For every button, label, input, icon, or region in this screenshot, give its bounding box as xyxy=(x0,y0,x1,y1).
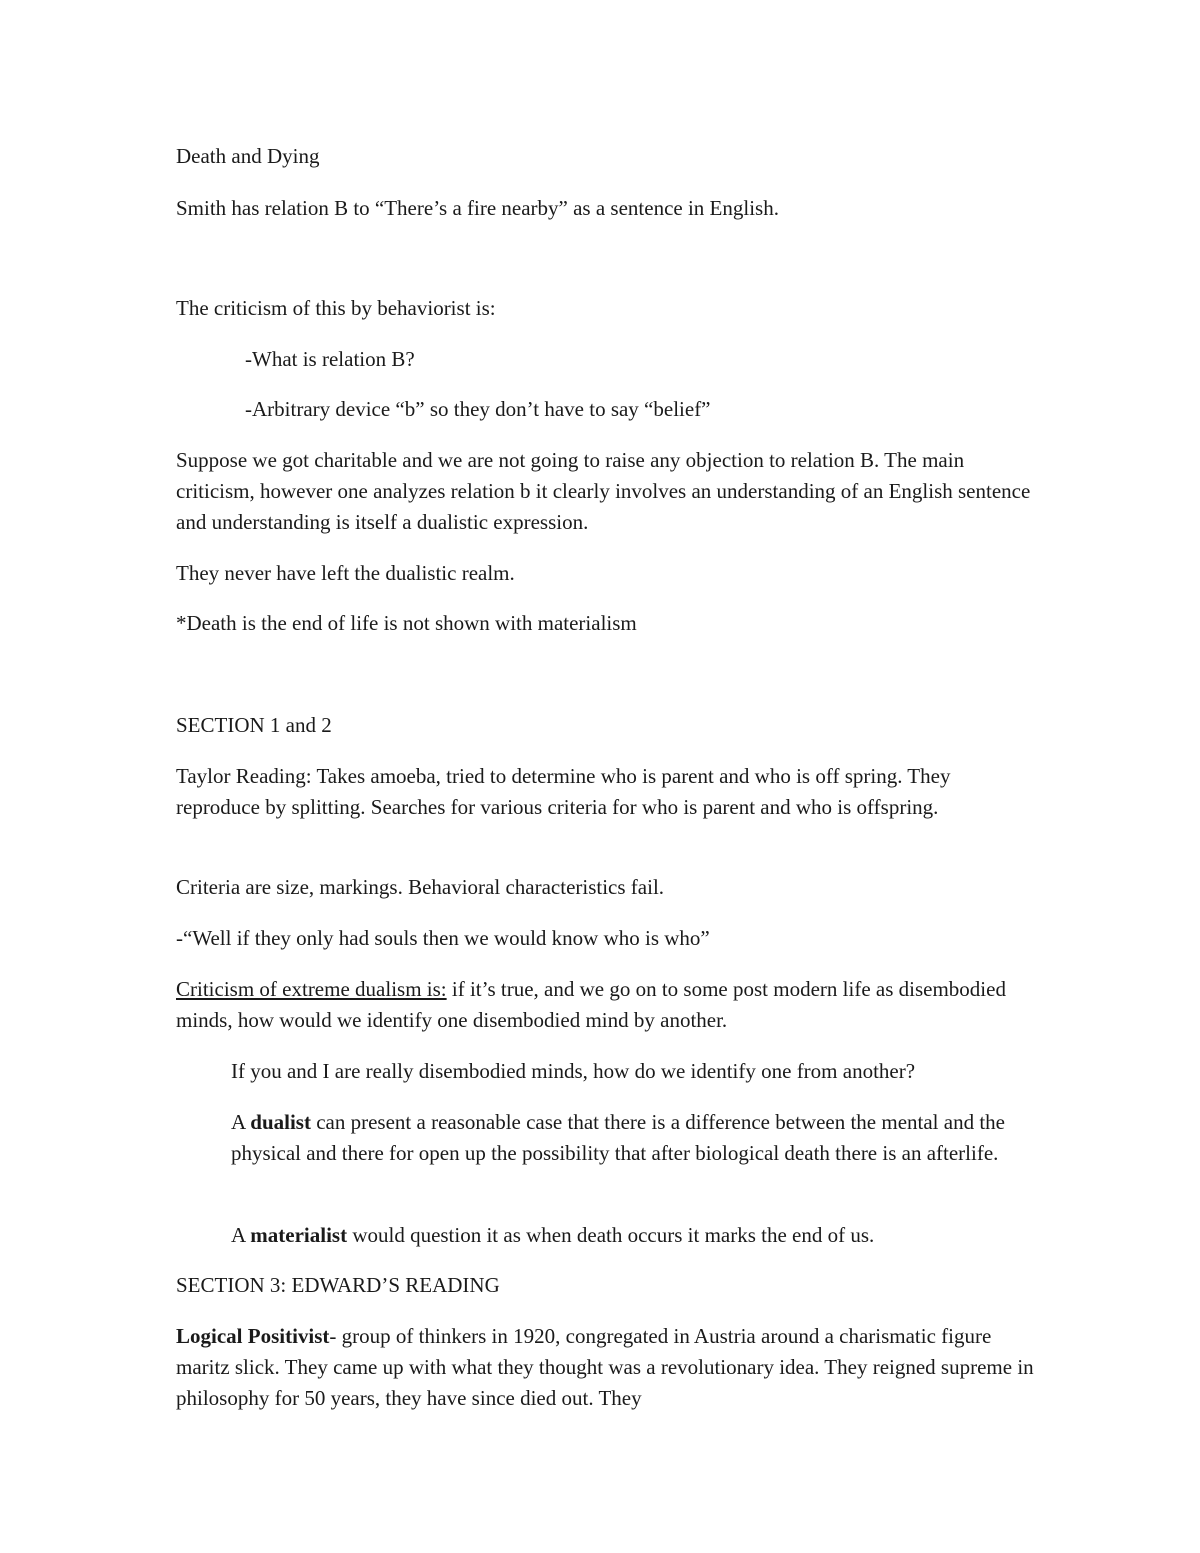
heading-section-1-2: SECTION 1 and 2 xyxy=(176,713,332,737)
dualist-text: can present a reasonable case that there is a difference between the mental and the physical and there for open up the possibility that after biological death there is an afterlife. xyxy=(231,1110,1005,1165)
paragraph-logical-positivist xyxy=(176,1321,1036,1414)
paragraph-materialist xyxy=(231,1220,1031,1251)
bullet-arbitrary-device: -Arbitrary device “b” so they don’t have to say “belief” xyxy=(245,397,711,421)
bullet-relation-b: -What is relation B? xyxy=(245,347,415,371)
materialist-prefix: A xyxy=(231,1223,251,1247)
paragraph-souls-quote: -“Well if they only had souls then we would know who is who” xyxy=(176,926,710,950)
logical-positivist-text: - group of thinkers in 1920, congregated in Austria around a charismatic figure maritz slick. They came up with what they thought was a revolutionary idea. They reigned supreme in philosophy for 50 years, they have since died out. They xyxy=(176,1324,1034,1410)
paragraph-extreme-dualism xyxy=(176,974,1036,1036)
dualist-term: dualist xyxy=(250,1110,311,1134)
dualist-prefix: A xyxy=(231,1110,251,1134)
materialist-text: would question it as when death occurs it marks the end of us. xyxy=(347,1223,875,1247)
paragraph-smith-relation: Smith has relation B to “There’s a fire nearby” as a sentence in English. xyxy=(176,196,779,220)
paragraph-dualist xyxy=(231,1107,1031,1169)
paragraph-behaviorist-criticism: The criticism of this by behaviorist is: xyxy=(176,296,496,320)
paragraph-disembodied-minds: If you and I are really disembodied minds, how do we identify one from another? xyxy=(231,1059,916,1083)
document-title: Death and Dying xyxy=(176,144,320,168)
criticism-text: if it’s true, and we go on to some post modern life as disembodied minds, how would we identify one disembodied mind by another. xyxy=(176,977,1006,1032)
paragraph-death-materialism: *Death is the end of life is not shown with materialism xyxy=(176,611,637,635)
paragraph-dualistic-realm: They never have left the dualistic realm. xyxy=(176,561,515,585)
paragraph-criteria: Criteria are size, markings. Behavioral characteristics fail. xyxy=(176,875,665,899)
paragraph-taylor-reading: Taylor Reading: Takes amoeba, tried to determine who is parent and who is off spring. They reproduce by splitting. Searches for various criteria for who is parent and who is offspring. xyxy=(176,764,951,819)
paragraph-charitable: Suppose we got charitable and we are not going to raise any objection to relation B. The main criticism, however one analyzes relation b it clearly involves an understanding of an English sentence and understanding is itself a dualistic expression. xyxy=(176,448,1031,534)
materialist-term: materialist xyxy=(250,1223,348,1247)
heading-section-3: SECTION 3: EDWARD’S READING xyxy=(176,1273,500,1297)
criticism-label: Criticism of extreme dualism is: xyxy=(176,977,447,1001)
logical-positivist-term: Logical Positivist xyxy=(176,1324,330,1348)
